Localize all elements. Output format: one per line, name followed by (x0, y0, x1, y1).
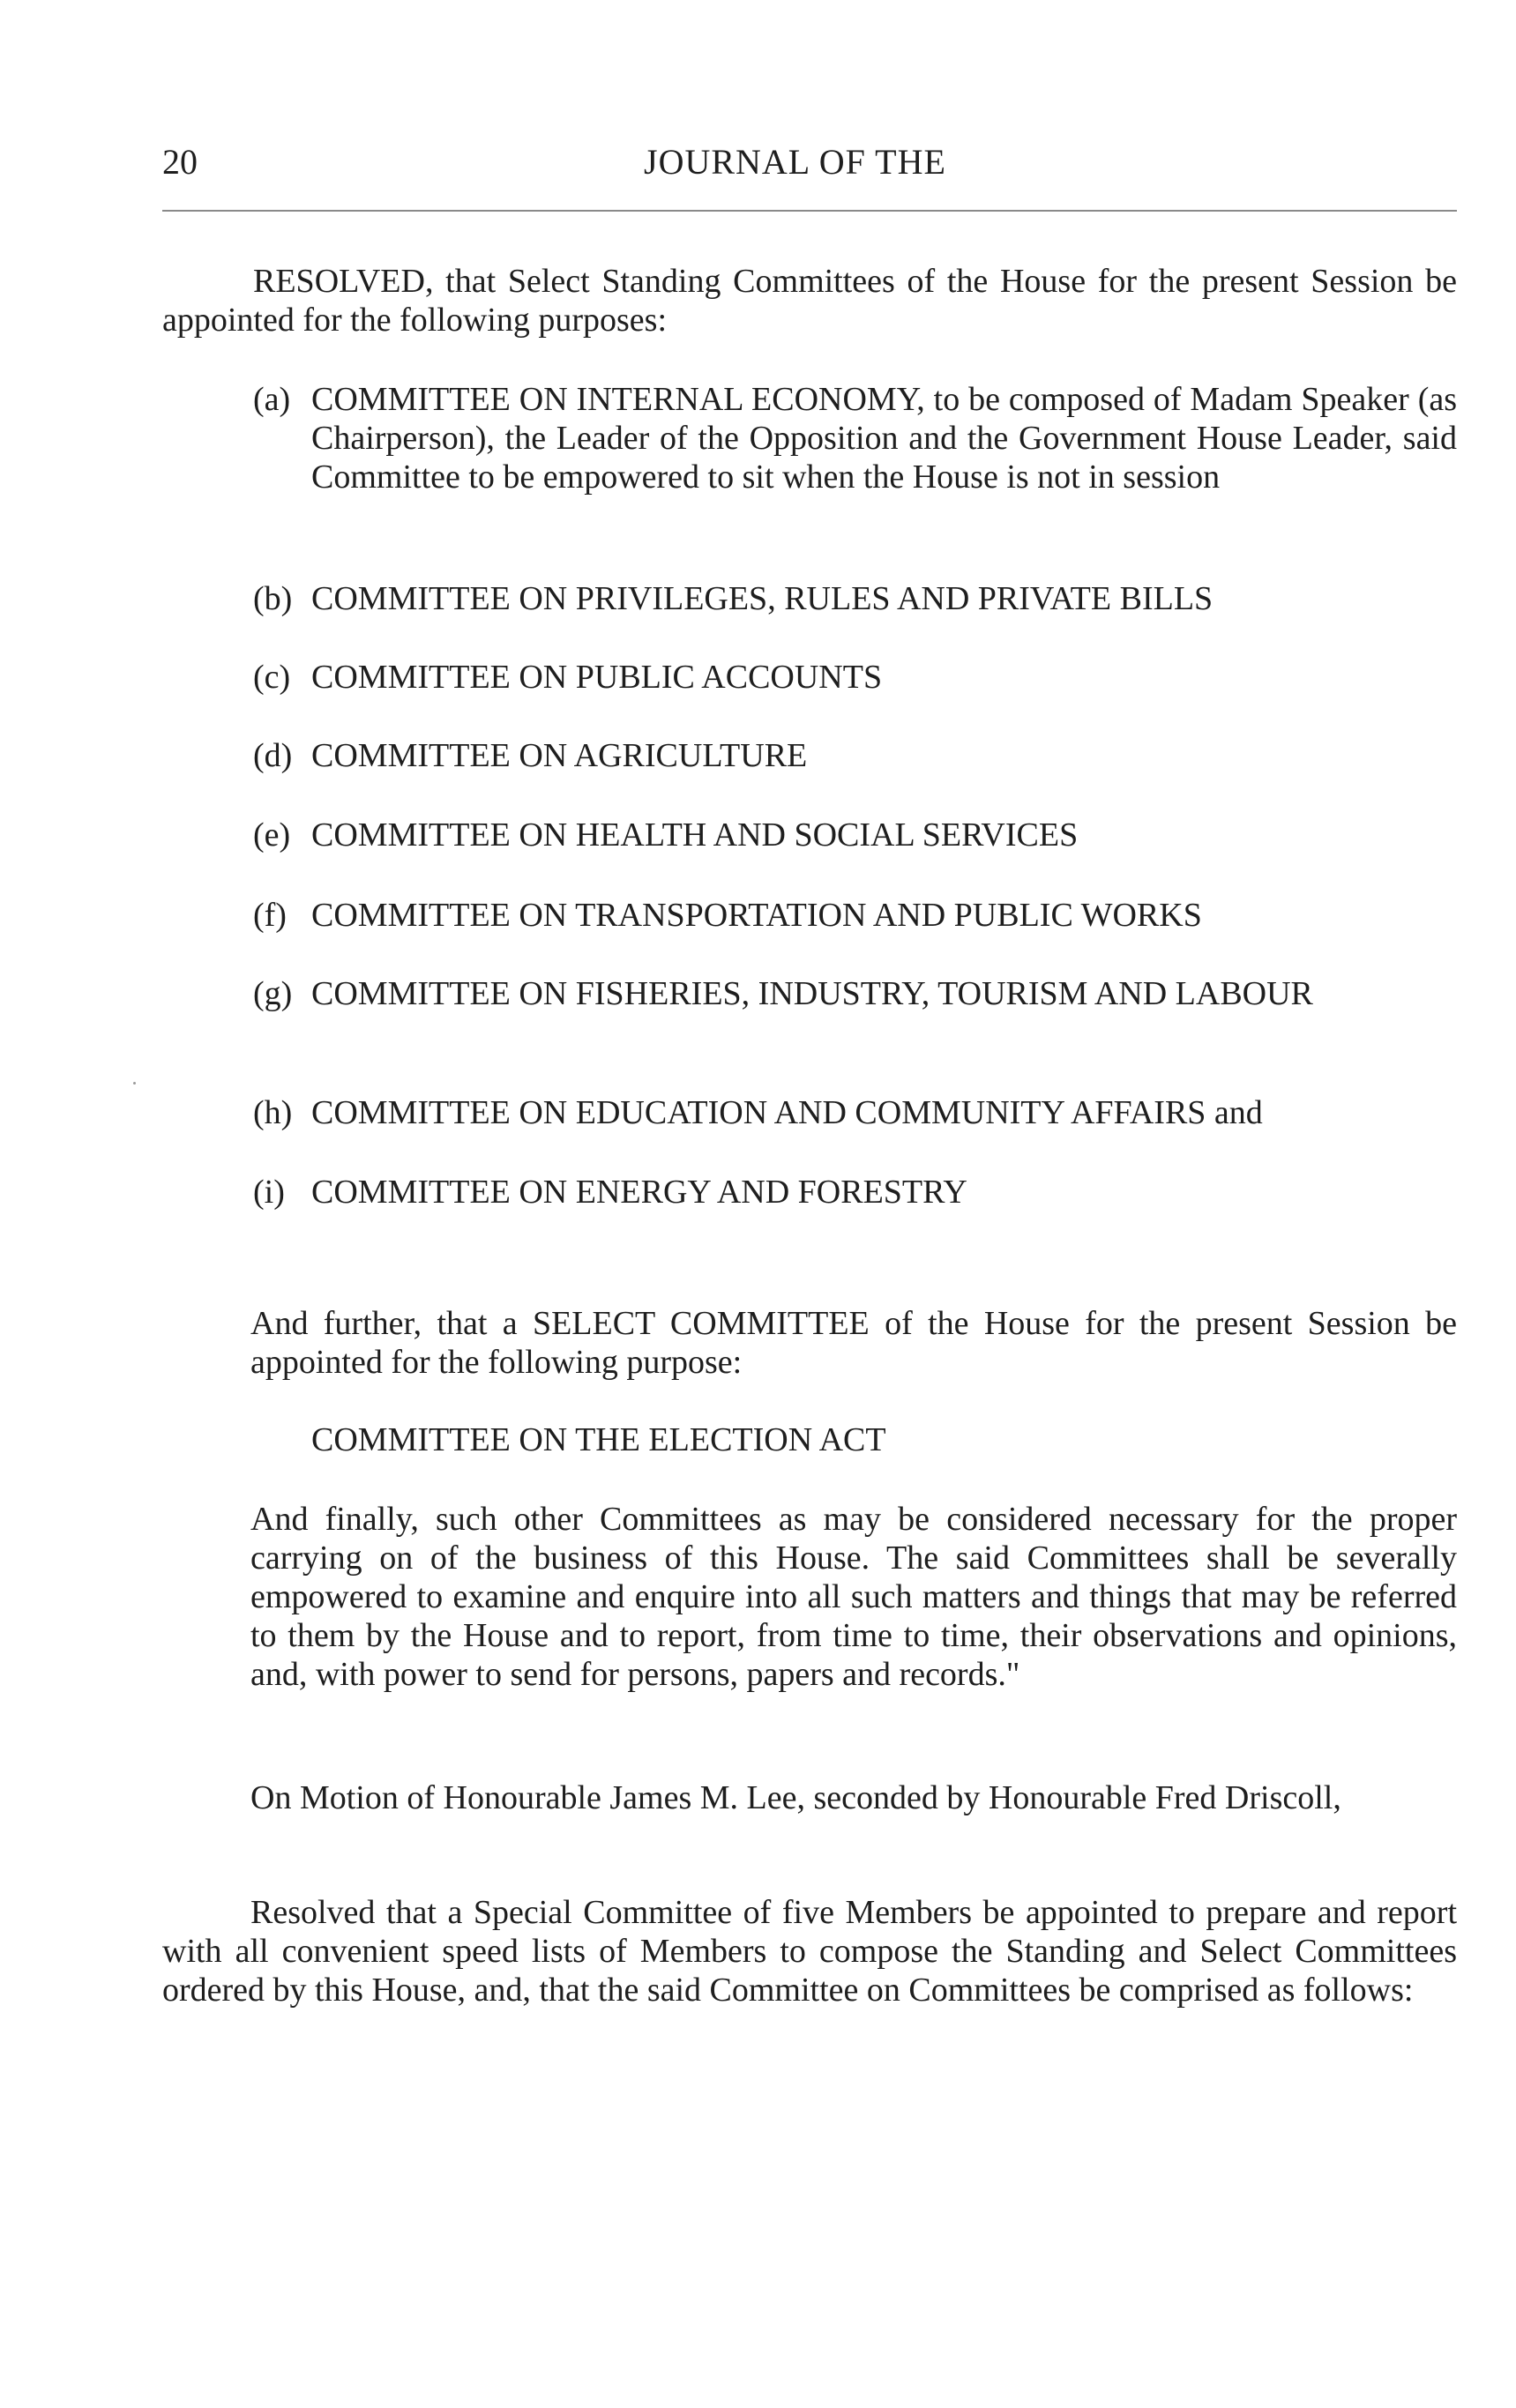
committee-letter: (d) (253, 737, 293, 774)
committee-text: COMMITTEE ON TRANSPORTATION AND PUBLIC WORKS (311, 897, 1202, 934)
print-speck (133, 1082, 136, 1085)
committee-letter: (a) (253, 381, 291, 418)
committee-item-i (253, 1173, 1457, 1211)
committee-item-e (253, 816, 1457, 854)
committee-text: COMMITTEE ON FISHERIES, INDUSTRY, TOURISM AND LABOUR (311, 975, 1313, 1012)
committee-item-a (253, 380, 1457, 496)
committee-item-f (253, 896, 1457, 935)
further-paragraph: And further, that a SELECT COMMITTEE of the House for the present Session be appointed for the following purpose: (250, 1305, 1457, 1381)
finally-paragraph: And finally, such other Committees as may be considered necessary for the proper carrying on of the business of this House. The said Committees shall be severally empowered to examine and enquire into all such matters and things that may be referred to them by the House and to report, from time to time, their observations and opinions, and, with power to send for persons, papers and records." (250, 1501, 1457, 1693)
committee-text: COMMITTEE ON INTERNAL ECONOMY, to be composed of Madam Speaker (as Chairperson), the Leader of the Opposition and the Government House Leader, said Committee to be empowered to sit when the House is not in session (311, 381, 1457, 496)
committee-letter: (h) (253, 1094, 293, 1131)
committee-letter: (c) (253, 659, 291, 696)
committee-letter: (g) (253, 975, 293, 1012)
committee-item-d (253, 736, 1457, 775)
committee-item-h (253, 1093, 1457, 1132)
committee-text: COMMITTEE ON AGRICULTURE (311, 737, 808, 774)
running-title: JOURNAL OF THE (644, 142, 946, 182)
committee-letter: (e) (253, 816, 291, 854)
page-number: 20 (162, 142, 198, 182)
committee-letter: (f) (253, 897, 287, 934)
committee-item-b (253, 579, 1457, 618)
header-rule (162, 210, 1457, 212)
committee-letter: (i) (253, 1174, 285, 1211)
committee-text: COMMITTEE ON ENERGY AND FORESTRY (311, 1174, 967, 1211)
committee-letter: (b) (253, 580, 293, 617)
committee-text: COMMITTEE ON PUBLIC ACCOUNTS (311, 659, 883, 696)
committee-item-c (253, 658, 1457, 697)
committee-text: COMMITTEE ON EDUCATION AND COMMUNITY AFFAIRS and (311, 1094, 1263, 1131)
motion-paragraph: On Motion of Honourable James M. Lee, seconded by Honourable Fred Driscoll, (250, 1779, 1341, 1816)
select-committee-name: COMMITTEE ON THE ELECTION ACT (311, 1421, 886, 1458)
resolved-paragraph: RESOLVED, that Select Standing Committees of the House for the present Session be appointed for the following purposes: (162, 263, 1457, 339)
special-committee-paragraph: Resolved that a Special Committee of five Members be appointed to prepare and report with all convenient speed lists of Members to compose the Standing and Select Committees ordered by this House, and, that the said Committee on Committees be comprised as follows: (162, 1894, 1457, 2009)
committee-text: COMMITTEE ON PRIVILEGES, RULES AND PRIVATE BILLS (311, 580, 1214, 617)
committee-item-g (253, 974, 1457, 1013)
committee-text: COMMITTEE ON HEALTH AND SOCIAL SERVICES (311, 816, 1079, 854)
